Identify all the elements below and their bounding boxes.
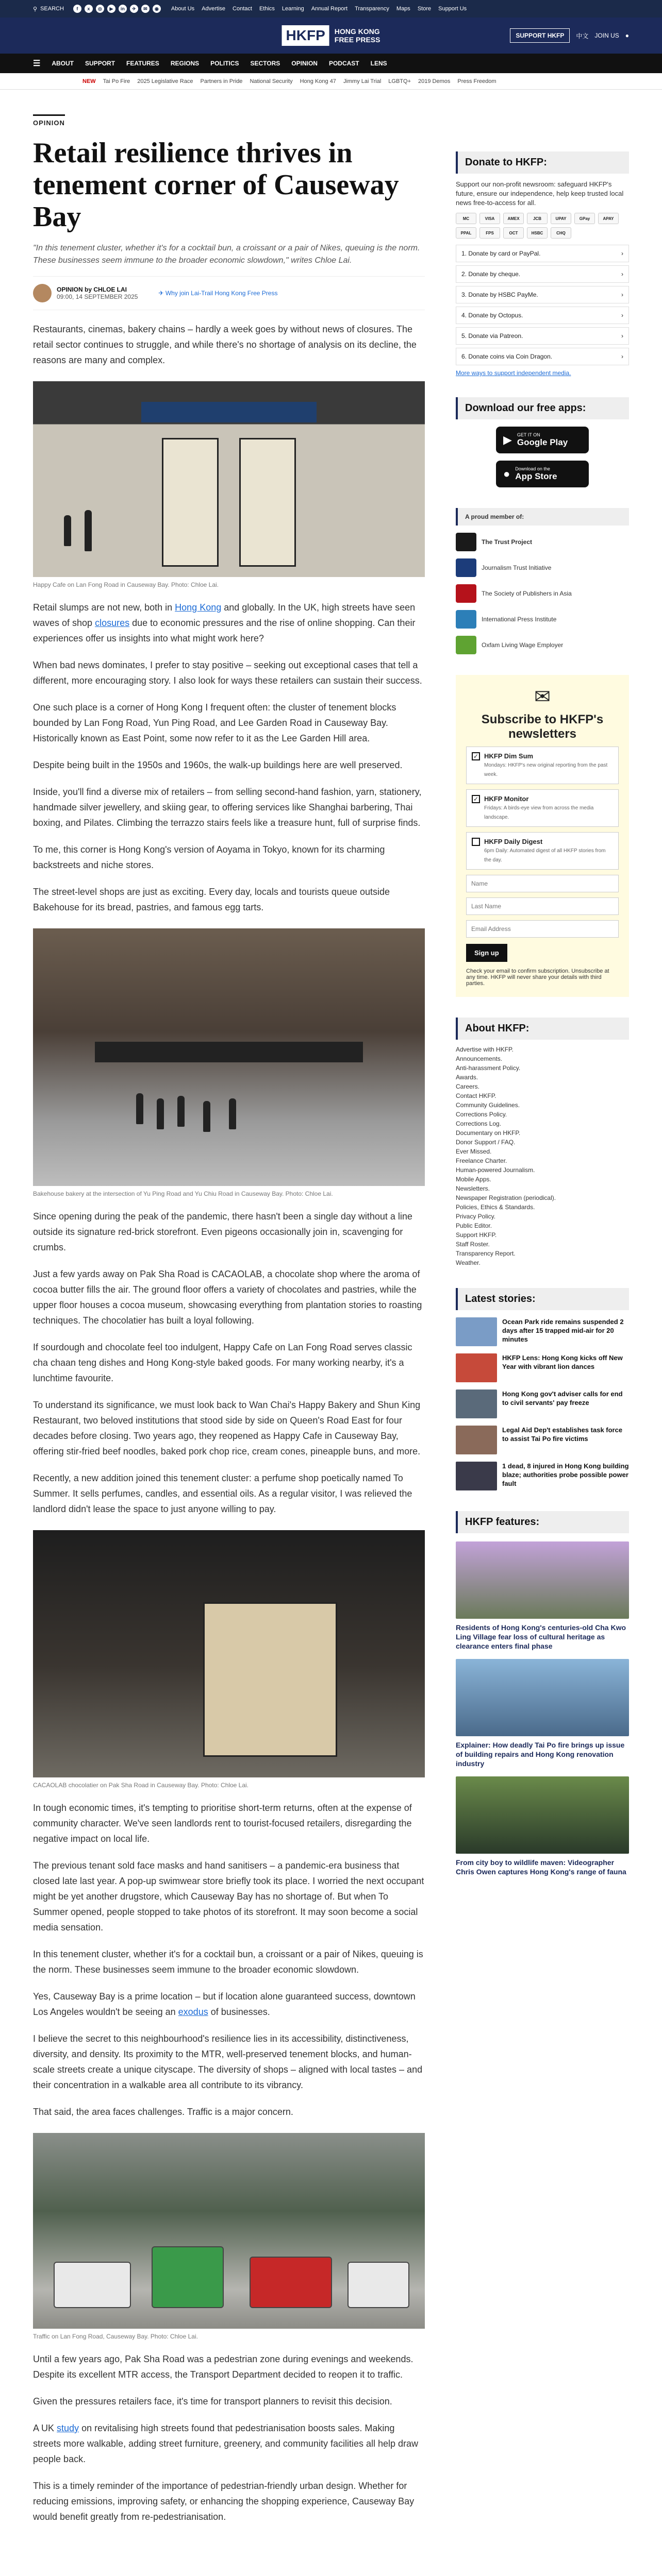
top-link-store[interactable]: Store xyxy=(417,6,432,12)
x-icon[interactable]: x xyxy=(85,5,93,13)
checkbox-checked[interactable]: ✓ xyxy=(472,752,480,760)
newsletter-option-title: HKFP Monitor xyxy=(484,795,529,803)
feature-story[interactable] xyxy=(456,1776,629,1876)
about-heading: About HKFP: xyxy=(456,1018,629,1040)
member-name: Journalism Trust Initiative xyxy=(482,564,552,571)
about-link[interactable]: Careers. xyxy=(456,1083,480,1090)
latest-story[interactable] xyxy=(456,1389,629,1418)
main-nav xyxy=(0,54,662,73)
newsletter-option-desc: Mondays: HKFP's new original reporting from the past week. xyxy=(484,762,608,777)
latest-story[interactable] xyxy=(456,1353,629,1382)
article-title: Retail resilience thrives in tenement corner of Causeway Bay xyxy=(33,137,399,233)
paragraph: Yes, Causeway Bay is a prime location – but if location alone guaranteed success, downtown Los Angeles wouldn't be seeing an exodus of businesses. xyxy=(33,1991,416,2017)
google-play-icon: ▶ xyxy=(503,433,512,446)
member-name: The Trust Project xyxy=(482,538,533,546)
payment-icon: UPAY xyxy=(551,213,571,224)
paragraph: Despite being built in the 1950s and 1960s, the walk-up buildings here are well preserved. xyxy=(33,760,403,770)
apps-widget xyxy=(456,397,629,487)
paragraph: If sourdough and chocolate feel too indulgent, Happy Cafe on Lan Fong Road serves classic cha chaan teng dishes and Hong Kong-style baked goods. For many working nearby, it's a lunchtime favourite. xyxy=(33,1342,412,1383)
author-avatar xyxy=(33,284,52,302)
newsletter-title: Subscribe to HKFP's newsletters xyxy=(481,713,604,741)
sign-up-button[interactable]: Sign up xyxy=(466,944,507,962)
linkedin-icon[interactable]: in xyxy=(119,5,127,13)
chevron-right-icon: › xyxy=(621,353,623,360)
about-link[interactable]: Human-powered Journalism. xyxy=(456,1166,535,1174)
donate-option[interactable] xyxy=(456,348,629,365)
paragraph: Until a few years ago, Pak Sha Road was a pedestrian zone during evenings and weekends. Despite its excellent MTR access, the Transport Department decided to reopen it to traffic. xyxy=(33,2354,413,2380)
story-title: 1 dead, 8 injured in Hong Kong building blaze; authorities probe possible power fault xyxy=(502,1462,629,1487)
donate-option[interactable] xyxy=(456,327,629,345)
app-store-text xyxy=(515,466,557,482)
about-link[interactable]: Public Editor. xyxy=(456,1222,492,1229)
paragraph: The previous tenant sold face masks and hand sanitisers – a pandemic-era business that closed late last year. A pop-up swimwear store briefly took its place. I worried the next occupant might be yet another drugstore, which Causeway Bay has no shortage of. But when To Summer opened, people stopped to take photos of its storefront. It may soon become a social media sensation. xyxy=(33,1860,424,1933)
nav-opinion[interactable]: OPINION xyxy=(291,60,318,67)
nav-support[interactable]: SUPPORT xyxy=(85,60,115,67)
story-thumbnail xyxy=(456,1353,497,1382)
article-standfirst: "In this tenement cluster, whether it's for a cocktail bun, a croissant or a pair of Nikes, queuing is the norm. These businesses seem immune to the broader economic slowdown," writes Chloe Lai. xyxy=(33,244,420,265)
rss-icon[interactable]: ◉ xyxy=(153,5,161,13)
newsletter-option-text xyxy=(484,795,613,821)
article-photo[interactable] xyxy=(33,1530,425,1777)
about-link[interactable]: Awards. xyxy=(456,1074,478,1081)
about-link[interactable]: Announcements. xyxy=(456,1055,503,1062)
inline-link[interactable]: study xyxy=(57,2423,79,2433)
article-photo[interactable] xyxy=(33,2133,425,2329)
feature-title: Explainer: How deadly Tai Po fire brings up issue of building repairs and Hong Kong renovation industry xyxy=(456,1741,625,1768)
about-link[interactable]: Policies, Ethics & Standards. xyxy=(456,1204,535,1211)
byline xyxy=(33,276,425,310)
paragraph: That said, the area faces challenges. Traffic is a major concern. xyxy=(33,2107,293,2117)
donate-option[interactable] xyxy=(456,245,629,262)
story-title: Ocean Park ride remains suspended 2 days after 15 trapped mid-air for 20 minutes xyxy=(502,1318,624,1343)
support-hkfp-button[interactable]: SUPPORT HKFP xyxy=(510,28,570,43)
story-title: Legal Aid Dep't establishes task force to assist Tai Po fire victims xyxy=(502,1426,623,1443)
paragraph: When bad news dominates, I prefer to stay positive – seeking out exceptional cases that tell a different, more encouraging story. I also look for ways these retailers can sustain their success. xyxy=(33,660,422,686)
article xyxy=(33,90,425,2524)
member-item[interactable] xyxy=(456,610,629,629)
app-store-button[interactable] xyxy=(496,461,589,487)
feature-image xyxy=(456,1541,629,1619)
story-thumbnail xyxy=(456,1317,497,1346)
nav-politics[interactable]: POLITICS xyxy=(210,60,239,67)
payment-icon: VISA xyxy=(479,213,500,224)
last-name-field[interactable] xyxy=(466,897,619,915)
ipi-logo xyxy=(456,610,476,629)
about-link[interactable]: Transparency Report. xyxy=(456,1250,516,1257)
person xyxy=(136,1093,143,1124)
paragraph: Restaurants, cinemas, bakery chains – hardly a week goes by without news of closures. The retail sector continues to struggle, and while there's no shortage of analysis on its decline, the reasons are many and complex. xyxy=(33,324,417,365)
name-field[interactable] xyxy=(466,875,619,892)
article-photo[interactable] xyxy=(33,928,425,1186)
google-play-text xyxy=(517,432,568,448)
about-link[interactable]: Freelance Charter. xyxy=(456,1157,507,1164)
paragraph: In this tenement cluster, whether it's for a cocktail bun, a croissant or a pair of Nikes, queuing is the norm. These businesses seem immune to the broader economic slowdown. xyxy=(33,1949,423,1975)
membership-heading: A proud member of: xyxy=(456,508,629,526)
newsletter-option-text xyxy=(484,838,613,864)
member-name: Oxfam Living Wage Employer xyxy=(482,641,564,649)
nav-lens[interactable]: LENS xyxy=(370,60,387,67)
donate-option-label: 1. Donate by card or PayPal. xyxy=(461,250,541,257)
about-link[interactable]: Corrections Log. xyxy=(456,1120,502,1127)
shop-sign xyxy=(141,402,317,422)
paragraph: In tough economic times, it's tempting to prioritise short-term returns, often at the expense of community character. We've seen landlords rent to tourist-focused retailers, disregarding the negative impact on local life. xyxy=(33,1803,412,1844)
nav-regions[interactable]: REGIONS xyxy=(170,60,200,67)
person xyxy=(64,515,71,546)
nav-sectors[interactable]: SECTORS xyxy=(250,60,280,67)
inline-link[interactable]: Hong Kong xyxy=(175,602,222,613)
chevron-right-icon: › xyxy=(621,291,623,298)
feature-image xyxy=(456,1659,629,1736)
about-link[interactable]: Newspaper Registration (periodical). xyxy=(456,1194,556,1201)
about-link[interactable]: Mobile Apps. xyxy=(456,1176,491,1183)
feature-story[interactable] xyxy=(456,1659,629,1768)
person xyxy=(177,1096,185,1127)
paragraph: Retail slumps are not new, both in Hong Kong and globally. In the UK, high streets have seen waves of shop closures due to economic pressures and the rise of online shopping. Can their experiences offer us insights into what might work here? xyxy=(33,602,416,643)
hamburger-menu-icon[interactable]: ☰ xyxy=(33,59,41,68)
top-links xyxy=(171,6,467,12)
about-link[interactable]: Donor Support / FAQ. xyxy=(456,1139,516,1146)
about-link[interactable]: Support HKFP. xyxy=(456,1231,497,1239)
google-play-small: GET IT ON xyxy=(517,432,540,437)
about-widget xyxy=(456,1018,629,1267)
nav-features[interactable]: FEATURES xyxy=(126,60,159,67)
article-photo[interactable] xyxy=(33,381,425,577)
ticker-item[interactable]: 2019 Demos xyxy=(418,78,451,84)
chevron-right-icon: › xyxy=(621,332,623,340)
top-link-advertise[interactable]: Advertise xyxy=(202,6,226,12)
ticker-item[interactable]: Hong Kong 47 xyxy=(300,78,336,84)
about-link[interactable]: Community Guidelines. xyxy=(456,1101,520,1109)
person xyxy=(85,510,92,551)
donate-option[interactable] xyxy=(456,286,629,303)
story-thumbnail xyxy=(456,1426,497,1454)
newsletter-option-title: HKFP Daily Digest xyxy=(484,838,543,845)
signup-row xyxy=(466,938,619,962)
payment-icon: JCB xyxy=(527,213,548,224)
member-name: International Press Institute xyxy=(482,616,557,623)
join-link[interactable]: JOIN US xyxy=(594,32,619,39)
logo-name xyxy=(335,27,380,44)
photo-caption: Bakehouse bakery at the intersection of Yu Ping Road and Yu Chiu Road in Causeway Bay. Photo: Chloe Lai. xyxy=(33,1190,333,1197)
person xyxy=(229,1098,236,1129)
author-name[interactable]: OPINION by CHLOE LAI xyxy=(57,286,127,293)
paragraph: I believe the secret to this neighbourhood's resilience lies in its accessibility, distinctiveness, diversity, and density. Its proximity to the MTR, well-preserved tenement blocks, and human-scale streets create a unique cityscape. The diversity of shops – aligned with local tastes – and their concentration in a walkable area all contribute to its vibrancy. xyxy=(33,2033,423,2090)
app-store-small: Download on the xyxy=(515,466,550,471)
member-name: The Society of Publishers in Asia xyxy=(482,590,572,597)
social-links xyxy=(73,5,161,13)
ticker-item[interactable]: LGBTQ+ xyxy=(388,78,411,84)
vehicle xyxy=(347,2262,409,2308)
site-header xyxy=(0,18,662,54)
google-play-label: Google Play xyxy=(517,437,568,447)
top-link-ethics[interactable]: Ethics xyxy=(259,6,275,12)
feature-title: From city boy to wildlife maven: Videographer Chris Owen captures Hong Kong's range of fauna xyxy=(456,1858,626,1876)
article-kicker[interactable]: OPINION xyxy=(33,114,65,127)
trust-project-logo xyxy=(456,533,476,551)
donate-widget xyxy=(456,151,629,377)
facebook-icon[interactable]: f xyxy=(73,5,81,13)
logo-name-1: HONG KONG xyxy=(334,27,380,36)
about-link[interactable]: Ever Missed. xyxy=(456,1148,492,1155)
apple-icon: ● xyxy=(503,467,510,480)
ticker-item[interactable]: Jimmy Lai Trial xyxy=(343,78,382,84)
payment-icon: GPay xyxy=(574,213,595,224)
story-title: Hong Kong gov't adviser calls for end to civil servants' pay freeze xyxy=(502,1390,623,1406)
about-link[interactable]: Newsletters. xyxy=(456,1185,490,1192)
telegram-link-label: Why join Lai-Trail Hong Kong Free Press xyxy=(165,290,278,297)
paragraph: One such place is a corner of Hong Kong I frequent often: the cluster of tenement blocks bounded by Lan Fong Road, Yun Ping Road, and Lee Garden Road in Causeway Bay. Historically known as East Point, some now refer to it as the Lee Garden Hill area. xyxy=(33,702,396,743)
paragraph: Given the pressures retailers face, it's time for transport planners to revisit this decision. xyxy=(33,2396,392,2406)
ticker-item[interactable]: Partners in Pride xyxy=(200,78,243,84)
member-item[interactable] xyxy=(456,558,629,577)
member-item[interactable] xyxy=(456,533,629,551)
donate-option-label: 4. Donate by Octopus. xyxy=(461,312,523,319)
ticker-item[interactable]: 2025 Legislative Race xyxy=(137,78,193,84)
paragraph: To understand its significance, we must look back to Wan Chai's Happy Bakery and Shun King Restaurant, two beloved institutions that stood side by side on Queen's Road East for four decades before closing. Two years ago, they reopened as Happy Cafe in Causeway Bay, offering stir-fried beef noodles, baked pork chop rice, cream cones, pineapple buns, and more. xyxy=(33,1400,421,1456)
top-link-support[interactable]: Support Us xyxy=(438,6,467,12)
paragraph: The street-level shops are just as exciting. Every day, locals and tourists queue outside Bakehouse for its bread, pastries, and famous egg tarts. xyxy=(33,887,390,912)
paragraph: A UK study on revitalising high streets found that pedestrianisation boosts sales. Making streets more walkable, adding street furniture, greenery, and community facilities all help draw people back. xyxy=(33,2423,419,2464)
checkbox-checked[interactable]: ✓ xyxy=(472,795,480,803)
photo-caption: Happy Cafe on Lan Fong Road in Causeway Bay. Photo: Chloe Lai. xyxy=(33,581,219,588)
story-thumbnail xyxy=(456,1462,497,1490)
google-play-button[interactable] xyxy=(496,427,589,453)
inline-link[interactable]: closures xyxy=(95,618,130,628)
top-link-contact[interactable]: Contact xyxy=(233,6,252,12)
logo-name-2: FREE PRESS xyxy=(334,36,380,44)
app-store-label: App Store xyxy=(515,471,557,481)
person xyxy=(157,1098,164,1129)
user-icon[interactable]: ● xyxy=(625,32,629,39)
shop-window xyxy=(203,1602,337,1757)
donate-text: Support our non-profit newsroom: safeguard HKFP's future, ensure our independence, help keep trusted local news free-to-access for all. xyxy=(456,180,624,207)
article-body xyxy=(33,321,425,2524)
newsletter-option-desc: Fridays: A birds-eye view from across the media landscape. xyxy=(484,805,594,820)
top-link-maps[interactable]: Maps xyxy=(396,6,410,12)
shop-window xyxy=(239,438,296,567)
newsletter-option-title: HKFP Dim Sum xyxy=(484,752,534,760)
feature-image xyxy=(456,1776,629,1854)
ticker-item[interactable]: Tai Po Fire xyxy=(103,78,130,84)
payment-icon: FPS xyxy=(479,227,500,239)
newsletter-option-desc: 6pm Daily: Automated digest of all HKFP stories from the day. xyxy=(484,848,606,863)
nav-about[interactable]: ABOUT xyxy=(52,60,74,67)
payment-icon: PPAL xyxy=(456,227,476,239)
paragraph: This is a timely reminder of the importance of pedestrian-friendly urban design. Whether for reducing emissions, improving safety, or enhancing the shopping experience, Causeway Bay would benefit greatly from re-pedestrianisation. xyxy=(33,2481,415,2522)
search-label: SEARCH xyxy=(40,6,64,12)
paragraph: Since opening during the peak of the pandemic, there hasn't been a single day without a line outside its signature red-brick storefront. Even pigeons occasionally join in, scavenging for crumbs. xyxy=(33,1211,412,1252)
inline-link[interactable]: exodus xyxy=(178,2007,208,2017)
latest-widget xyxy=(456,1288,629,1490)
search-icon: ⚲ xyxy=(33,6,38,12)
membership-widget xyxy=(456,508,629,654)
about-link[interactable]: Weather. xyxy=(456,1259,481,1266)
member-item[interactable] xyxy=(456,584,629,603)
page-content xyxy=(0,90,662,2524)
latest-story[interactable] xyxy=(456,1462,629,1490)
donate-option[interactable] xyxy=(456,265,629,283)
byline-text xyxy=(57,286,138,300)
payment-icon: CHQ xyxy=(551,227,571,239)
top-link-learning[interactable]: Learning xyxy=(282,6,304,12)
about-link[interactable]: Advertise with HKFP. xyxy=(456,1046,514,1053)
payment-icon: AMEX xyxy=(503,213,524,224)
chevron-right-icon: › xyxy=(621,270,623,278)
oxfam-logo xyxy=(456,636,476,654)
site-logo[interactable] xyxy=(282,25,380,46)
payment-icon: MC xyxy=(456,213,476,224)
latest-story[interactable] xyxy=(456,1317,629,1346)
donate-option-label: 5. Donate via Patreon. xyxy=(461,332,523,340)
about-link[interactable]: Staff Roster. xyxy=(456,1241,490,1248)
chevron-right-icon: › xyxy=(621,312,623,319)
about-list xyxy=(456,1045,629,1267)
sopa-logo xyxy=(456,584,476,603)
newsletter-option[interactable] xyxy=(466,789,619,827)
about-link[interactable]: Contact HKFP. xyxy=(456,1092,496,1099)
newsletter-option-text xyxy=(484,752,613,778)
top-link-transparency[interactable]: Transparency xyxy=(355,6,389,12)
ticker-item[interactable]: National Security xyxy=(250,78,293,84)
about-link[interactable]: Privacy Policy. xyxy=(456,1213,496,1220)
donate-options xyxy=(456,245,629,365)
top-link-about[interactable]: About Us xyxy=(171,6,195,12)
jti-logo xyxy=(456,558,476,577)
top-link-annual-report[interactable]: Annual Report xyxy=(311,6,348,12)
payment-cards xyxy=(456,213,629,239)
newsletter-note: Check your email to confirm subscription. Unsubscribe at any time. HKFP will never share your details with third parties. xyxy=(466,968,609,987)
person xyxy=(203,1101,210,1132)
email-field[interactable] xyxy=(466,920,619,938)
vehicle xyxy=(152,2246,224,2308)
feature-story[interactable] xyxy=(456,1541,629,1651)
latest-heading: Latest stories: xyxy=(456,1288,629,1310)
telegram-link[interactable] xyxy=(158,290,277,297)
payment-icon: OCT xyxy=(503,227,524,239)
about-link[interactable]: Corrections Policy. xyxy=(456,1111,507,1118)
checkbox[interactable] xyxy=(472,838,480,846)
photo-caption: Traffic on Lan Fong Road, Causeway Bay. Photo: Chloe Lai. xyxy=(33,2333,198,2340)
sidebar xyxy=(456,90,629,2524)
story-title: HKFP Lens: Hong Kong kicks off New Year with vibrant lion dances xyxy=(502,1354,623,1370)
shop-awning xyxy=(95,1042,363,1062)
apps-heading: Download our free apps: xyxy=(456,397,629,419)
language-switch[interactable]: 中文 xyxy=(576,32,589,40)
logo-mark: HKFP xyxy=(282,25,329,46)
ticker-item[interactable]: Press Freedom xyxy=(457,78,496,84)
header-actions xyxy=(510,28,629,43)
paragraph: Just a few yards away on Pak Sha Road is CACAOLAB, a chocolate shop where the aroma of cocoa butter fills the air. The ground floor offers a variety of chocolates and pastries, while the upper floor houses a cocoa museum, showcasing everything from plantation stories to roasting techniques. The chocolatier has built a loyal following. xyxy=(33,1269,422,1326)
payment-icon: APAY xyxy=(598,213,619,224)
telegram-icon: ✈ xyxy=(158,290,166,297)
search-button[interactable] xyxy=(33,6,64,12)
features-heading: HKFP features: xyxy=(456,1511,629,1533)
paragraph: Inside, you'll find a diverse mix of retailers – from selling second-hand fashion, yarn, stationery, handmade silver jewellery, and skiing gear, to offering services like Shanghai barbering, Thai boxing, and Pilates. Climbing the terrazzo stairs feels like a treasure hunt, full of surprise finds. xyxy=(33,787,422,828)
photo-caption: CACAOLAB chocolatier on Pak Sha Road in Causeway Bay. Photo: Chloe Lai. xyxy=(33,1782,249,1789)
instagram-icon[interactable]: ◎ xyxy=(96,5,104,13)
paragraph: To me, this corner is Hong Kong's version of Aoyama in Tokyo, known for its charming backstreets and niche stores. xyxy=(33,844,385,870)
vehicle xyxy=(250,2257,332,2308)
publish-date: 09:00, 14 SEPTEMBER 2025 xyxy=(57,293,138,300)
newsletter-option[interactable] xyxy=(466,832,619,870)
shop-window xyxy=(162,438,219,567)
features-widget xyxy=(456,1511,629,1876)
chevron-right-icon: › xyxy=(621,250,623,257)
vehicle xyxy=(54,2262,131,2308)
donate-heading: Donate to HKFP: xyxy=(456,151,629,174)
youtube-icon[interactable]: ▶ xyxy=(107,5,115,13)
top-bar xyxy=(0,0,662,18)
paragraph: Recently, a new addition joined this tenement cluster: a perfume shop poetically named To Summer. It sells perfumes, candles, and essential oils. As a regular visitor, I was relieved the landlord didn't lease the space to just anyone willing to pay. xyxy=(33,1473,412,1514)
newsletter-option[interactable] xyxy=(466,747,619,784)
newsletter-widget xyxy=(456,675,629,997)
member-item[interactable] xyxy=(456,636,629,654)
nav-podcast[interactable]: PODCAST xyxy=(328,60,359,67)
payment-icon: HSBC xyxy=(527,227,548,239)
donate-option-label: 2. Donate by cheque. xyxy=(461,270,521,278)
trending-ticker xyxy=(0,73,662,90)
envelope-icon: ✉ xyxy=(534,686,551,708)
telegram-icon[interactable]: ✈ xyxy=(130,5,138,13)
donate-option[interactable] xyxy=(456,307,629,324)
donate-option-label: 6. Donate coins via Coin Dragon. xyxy=(461,353,553,360)
donate-option-label: 3. Donate by HSBC PayMe. xyxy=(461,291,538,298)
about-link[interactable]: Anti-harassment Policy. xyxy=(456,1064,521,1072)
ticker-new-badge: NEW xyxy=(82,78,96,84)
email-icon[interactable]: ✉ xyxy=(141,5,150,13)
latest-story[interactable] xyxy=(456,1426,629,1454)
feature-title: Residents of Hong Kong's centuries-old Cha Kwo Ling Village fear loss of cultural heritage as clearance enters final phase xyxy=(456,1623,626,1650)
story-thumbnail xyxy=(456,1389,497,1418)
about-link[interactable]: Documentary on HKFP. xyxy=(456,1129,521,1137)
more-ways-link[interactable]: More ways to support independent media. xyxy=(456,369,571,377)
